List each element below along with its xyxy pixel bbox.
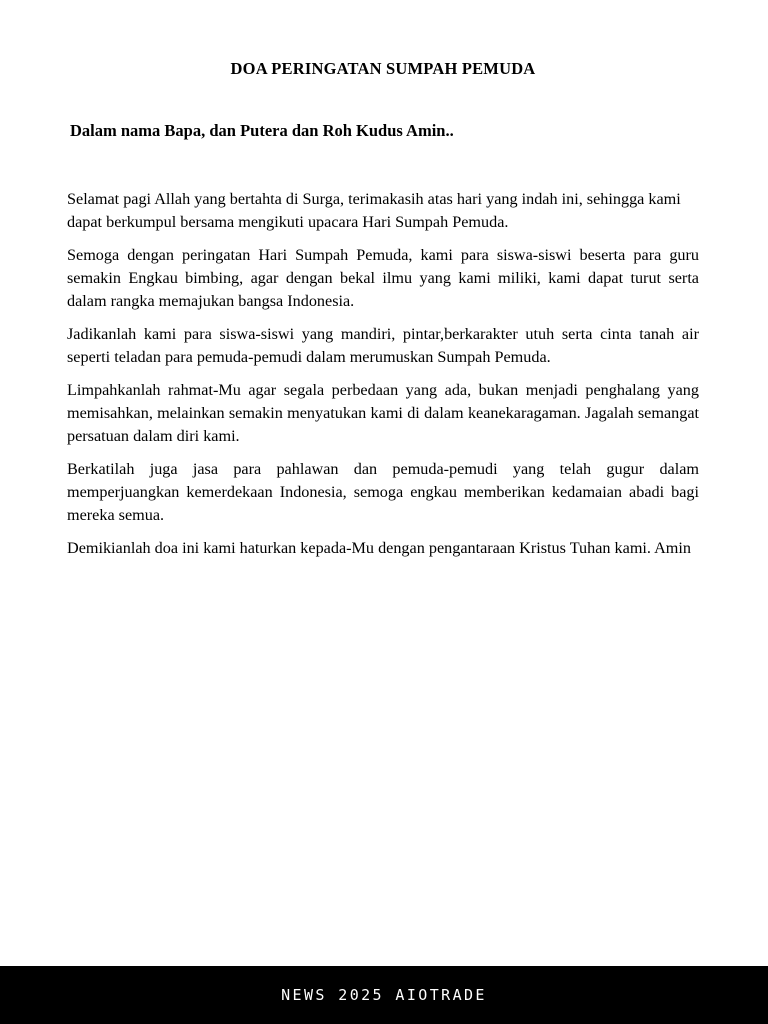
paragraph-4: Limpahkanlah rahmat-Mu agar segala perbedaan yang ada, bukan menjadi penghalang yang memisahkan, melainkan semakin menyatukan kami di dalam keanekaragaman. Jagalah semangat persatuan dalam diri kami. [67, 381, 704, 446]
paragraph-3: Jadikanlah kami para siswa-siswi yang mandiri, pintar,berkarakter utuh serta cinta tanah air seperti teladan para pemuda-pemudi dalam merumuskan Sumpah Pemuda. [67, 325, 708, 367]
salutation-line: Dalam nama Bapa, dan Putera dan Roh Kudus Amin.. [70, 120, 454, 140]
footer-watermark-text: NEWS 2025 AIOTRADE [281, 985, 487, 1004]
page-title: DOA PERINGATAN SUMPAH PEMUDA [230, 59, 536, 78]
paragraph-1: Selamat pagi Allah yang bertahta di Surga, terimakasih atas hari yang indah ini, sehingga kami dapat berkumpul bersama mengikuti upacara Hari Sumpah Pemuda. [67, 190, 685, 232]
footer-watermark-band [0, 966, 768, 1024]
paragraph-6: Demikianlah doa ini kami haturkan kepada-Mu dengan pengantaraan Kristus Tuhan kami. Amin [67, 539, 691, 558]
document-content [67, 0, 708, 560]
paragraph-2: Semoga dengan peringatan Hari Sumpah Pemuda, kami para siswa-siswi beserta para guru semakin Engkau bimbing, agar dengan bekal ilmu yang kami miliki, kami dapat turut serta dalam rangka memajukan bangsa Indonesia. [67, 246, 708, 311]
paragraph-5: Berkatilah juga jasa para pahlawan dan pemuda-pemudi yang telah gugur dalam memperjuangkan kemerdekaan Indonesia, semoga engkau memberikan kedamaian abadi bagi mereka semua. [67, 460, 704, 525]
